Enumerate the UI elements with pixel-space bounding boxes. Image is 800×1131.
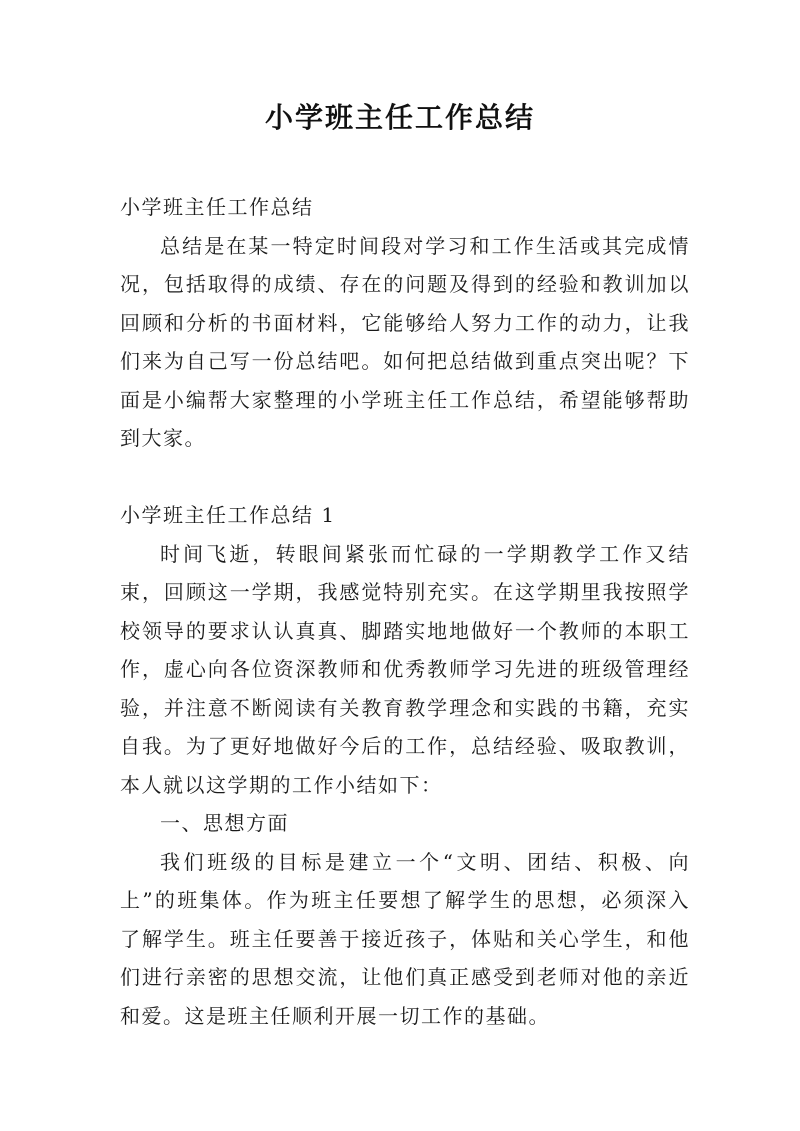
intro-heading: 小学班主任工作总结 bbox=[120, 195, 314, 219]
paragraph-spacer bbox=[120, 458, 690, 497]
subsection-1-paragraph: 我们班级的目标是建立一个“文明、团结、积极、向上”的班集体。作为班主任要想了解学生的思想，必须深入了解学生。班主任要善于接近孩子，体贴和关心学生，和他们进行亲密的思想交流，让他们真正感受到老师对他的亲近和爱。这是班主任顺利开展一切工作的基础。 bbox=[120, 849, 690, 1028]
section-1-heading: 小学班主任工作总结 1 bbox=[120, 503, 336, 527]
document-title: 小学班主任工作总结 bbox=[264, 101, 535, 134]
subsection-1-heading: 一、思想方面 bbox=[160, 811, 289, 835]
document-body bbox=[120, 188, 690, 1035]
section-1-paragraph: 时间飞逝，转眼间紧张而忙碌的一学期教学工作又结束，回顾这一学期，我感觉特别充实。在这学期里我按照学校领导的要求认认真真、脚踏实地地做好一个教师的本职工作，虚心向各位资深教师和优秀教师学习先进的班级管理经验，并注意不断阅读有关教育教学理念和实践的书籍，充实自我。为了更好地做好今后的工作，总结经验、吸取教训，本人就以这学期的工作小结如下： bbox=[120, 541, 690, 797]
intro-paragraph: 总结是在某一特定时间段对学习和工作生活或其完成情况，包括取得的成绩、存在的问题及得到的经验和教训加以回顾和分析的书面材料，它能够给人努力工作的动力，让我们来为自己写一份总结吧。如何把总结做到重点突出呢？下面是小编帮大家整理的小学班主任工作总结，希望能够帮助到大家。 bbox=[120, 233, 690, 450]
